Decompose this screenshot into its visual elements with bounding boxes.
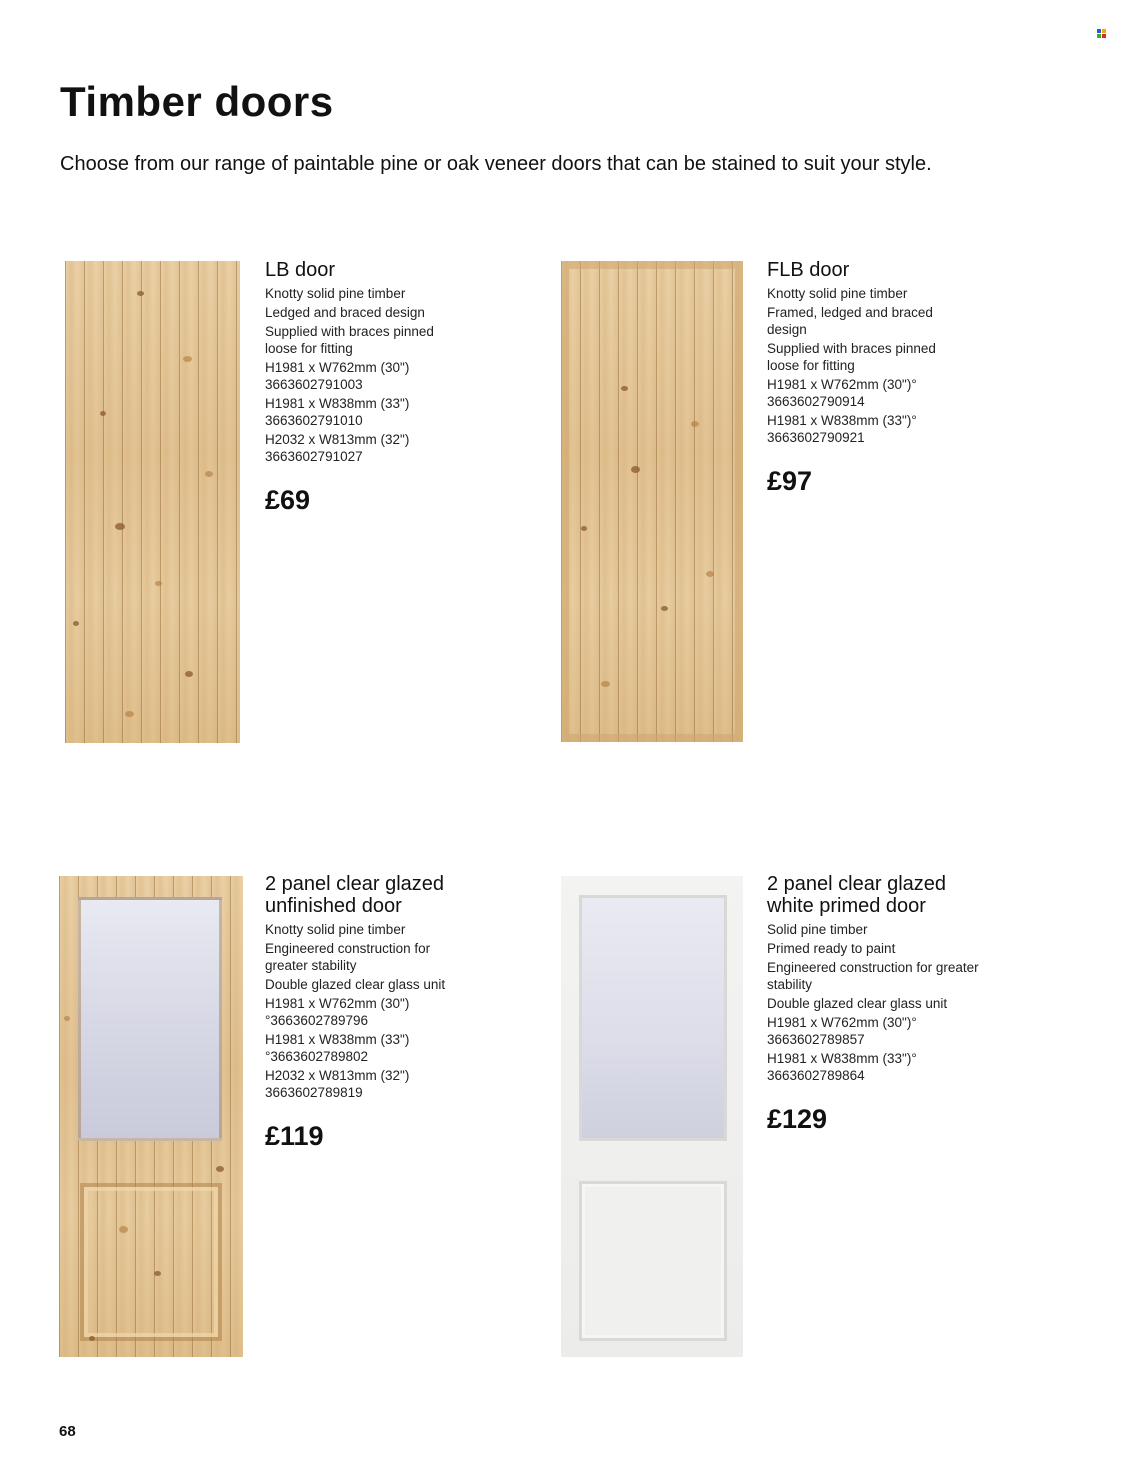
detail-item: H1981 x W838mm (33")° 3663602790921: [767, 413, 917, 445]
detail-item: H1981 x W838mm (33") 3663602791010: [265, 396, 410, 428]
detail-item: Supplied with braces pinned loose for fitting: [767, 341, 936, 373]
knot: [155, 581, 162, 586]
knot: [154, 1271, 161, 1276]
intro-text: Choose from our range of paintable pine or oak veneer doors that can be stained to suit your style.: [60, 153, 932, 175]
knot: [73, 621, 79, 626]
product-name-line: 2 panel clear glazed: [767, 873, 947, 895]
knot: [89, 1336, 95, 1341]
door-panel: [579, 1181, 727, 1341]
product-details: [767, 285, 1017, 446]
knot: [631, 466, 640, 473]
glass-pane: [579, 895, 727, 1141]
knot: [601, 681, 610, 687]
product-details: [265, 921, 515, 1101]
knot: [205, 471, 213, 477]
product-price: £119: [265, 1121, 324, 1151]
door-panel: [80, 1183, 222, 1341]
product-name: [767, 259, 1017, 281]
detail-item: Knotty solid pine timber: [265, 286, 406, 301]
knot: [621, 386, 628, 391]
knot: [115, 523, 125, 530]
knot: [216, 1166, 224, 1172]
detail-item: Solid pine timber: [767, 922, 868, 937]
product-name-line: LB door: [265, 259, 336, 281]
logo-dot: [1097, 29, 1101, 33]
product-name: [767, 873, 1017, 917]
logo-dot: [1097, 34, 1101, 38]
lb-door-image: [65, 261, 240, 743]
unfinished-glazed-door-image: [59, 876, 243, 1357]
product-name-line: white primed door: [767, 895, 926, 917]
detail-item: H1981 x W838mm (33")° 3663602789864: [767, 1051, 917, 1083]
product-name-line: unfinished door: [265, 895, 402, 917]
product-unfinished-glazed-door: [265, 873, 515, 1152]
product-details: [265, 285, 515, 465]
product-name-line: 2 panel clear glazed: [265, 873, 445, 895]
knot: [119, 1226, 128, 1233]
detail-item: Knotty solid pine timber: [265, 922, 406, 937]
product-white-primed-glazed-door: [767, 873, 1017, 1135]
detail-item: Double glazed clear glass unit: [767, 996, 948, 1011]
product-name: [265, 259, 515, 281]
detail-item: H2032 x W813mm (32") 3663602791027: [265, 432, 410, 464]
detail-item: Supplied with braces pinned loose for fitting: [265, 324, 434, 356]
detail-item: Engineered construction for greater stability: [265, 941, 431, 973]
door-frame: [561, 261, 743, 742]
detail-item: Ledged and braced design: [265, 305, 425, 320]
product-lb-door: [265, 259, 515, 516]
brand-logo: [1097, 29, 1107, 39]
detail-item: H1981 x W762mm (30")° 3663602790914: [767, 377, 917, 409]
product-name-line: FLB door: [767, 259, 850, 281]
detail-item: Primed ready to paint: [767, 941, 896, 956]
product-price: £97: [767, 466, 813, 496]
detail-item: H1981 x W762mm (30") 3663602791003: [265, 360, 410, 392]
product-details: [767, 921, 1017, 1084]
knot: [183, 356, 192, 362]
knot: [64, 1016, 70, 1021]
logo-dot: [1102, 34, 1106, 38]
knot: [661, 606, 668, 611]
knot: [125, 711, 134, 717]
knot: [581, 526, 587, 531]
detail-item: H2032 x W813mm (32") 3663602789819: [265, 1068, 410, 1100]
page-title: Timber doors: [60, 78, 334, 125]
logo-dot: [1102, 29, 1106, 33]
knot: [137, 291, 144, 296]
product-name: [265, 873, 515, 917]
product-price: £69: [265, 485, 311, 515]
knot: [185, 671, 193, 677]
page-number: 68: [59, 1423, 76, 1440]
knot: [691, 421, 699, 427]
knot: [706, 571, 714, 577]
flb-door-image: [561, 261, 743, 742]
glass-pane: [78, 897, 222, 1141]
knot: [100, 411, 106, 416]
detail-item: Engineered construction for greater stability: [767, 960, 979, 992]
detail-item: Framed, ledged and braced design: [767, 305, 933, 337]
white-primed-glazed-door-image: [561, 876, 743, 1357]
detail-item: Double glazed clear glass unit: [265, 977, 446, 992]
product-flb-door: [767, 259, 1017, 497]
product-price: £129: [767, 1104, 828, 1134]
detail-item: Knotty solid pine timber: [767, 286, 908, 301]
detail-item: H1981 x W762mm (30")° 3663602789857: [767, 1015, 917, 1047]
detail-item: H1981 x W838mm (33") °3663602789802: [265, 1032, 410, 1064]
detail-item: H1981 x W762mm (30") °3663602789796: [265, 996, 410, 1028]
